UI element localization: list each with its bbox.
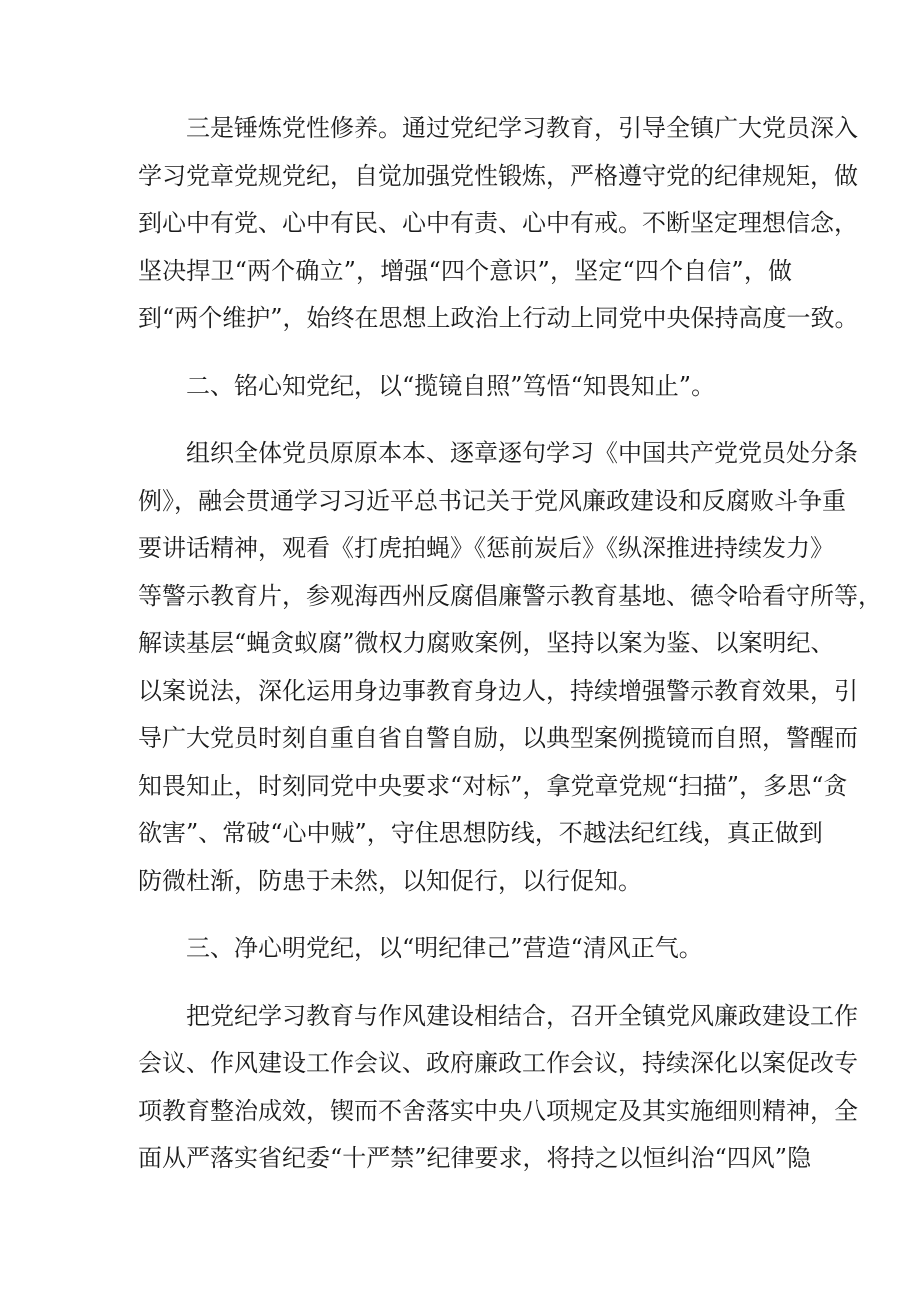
paragraph-line: 等警示教育片，参观海西州反腐倡廉警示教育基地、德令哈看守所等， [138,581,882,610]
paragraph-line: 防微杜渐，防患于未然，以知促行，以行促知。 [138,866,642,895]
paragraph-line: 坚决捍卫“两个确立”，增强“四个意识”，坚定“四个自信”，做 [138,256,792,285]
paragraph-line: 例》，融会贯通学习习近平总书记关于党风廉政建设和反腐败斗争重 [138,486,846,515]
paragraph-line: 导广大党员时刻自重自省自警自励，以典型案例揽镜而自照，警醒而 [138,724,858,752]
heading-line: 三、净心明党纪，以“明纪律己”营造“清风正气。 [186,934,703,962]
paragraph-line: 解读基层“蝇贪蚁腐”微权力腐败案例，坚持以案为鉴、以案明纪、 [138,629,835,657]
paragraph-line: 到“两个维护”，始终在思想上政治上行动上同党中央保持高度一致。 [138,304,859,332]
paragraph-work-style [138,993,858,1183]
heading-line: 二、铭心知党纪，以“揽镜自照”笃悟“知畏知止”。 [186,371,716,400]
paragraph-line: 面从严落实省纪委“十严禁”纪律要求，将持之以恒纠治“四风”隐 [138,1144,812,1172]
document-body [138,105,882,1183]
paragraph-line: 把党纪学习教育与作风建设相结合，召开全镇党风廉政建设工作 [186,1001,858,1030]
paragraph-line: 项教育整治成效，锲而不舍落实中央八项规定及其实施细则精神，全 [138,1096,858,1125]
paragraph-line: 知畏知止，时刻同党中央要求“对标”，拿党章党规“扫描”，多思“贪 [138,771,848,800]
paragraph-line: 会议、作风建设工作会议、政府廉政工作会议，持续深化以案促改专 [138,1049,858,1077]
paragraph-study-regulations [138,430,882,905]
paragraph-line: 到心中有党、心中有民、心中有责、心中有戒。不断坚定理想信念， [138,209,858,237]
paragraph-line: 要讲话精神，观看《打虎拍蝇》《惩前炭后》《纵深推进持续发力》 [138,534,834,562]
section-heading-3 [138,925,792,973]
paragraph-line: 以案说法，深化运用身边事教育身边人，持续增强警示教育效果，引 [138,676,858,705]
paragraph-line: 欲害”、常破“心中贼”，守住思想防线，不越法纪红线，真正做到 [138,819,823,847]
paragraph-line: 学习党章党规党纪，自觉加强党性锻炼，严格遵守党的纪律规矩，做 [138,161,858,190]
paragraph-line: 三是锤炼党性修养。通过党纪学习教育，引导全镇广大党员深入 [186,114,858,142]
paragraph-party-spirit [138,105,859,343]
section-heading-2 [138,363,792,411]
paragraph-line: 组织全体党员原原本本、逐章逐句学习《中国共产党党员处分条 [186,439,858,467]
